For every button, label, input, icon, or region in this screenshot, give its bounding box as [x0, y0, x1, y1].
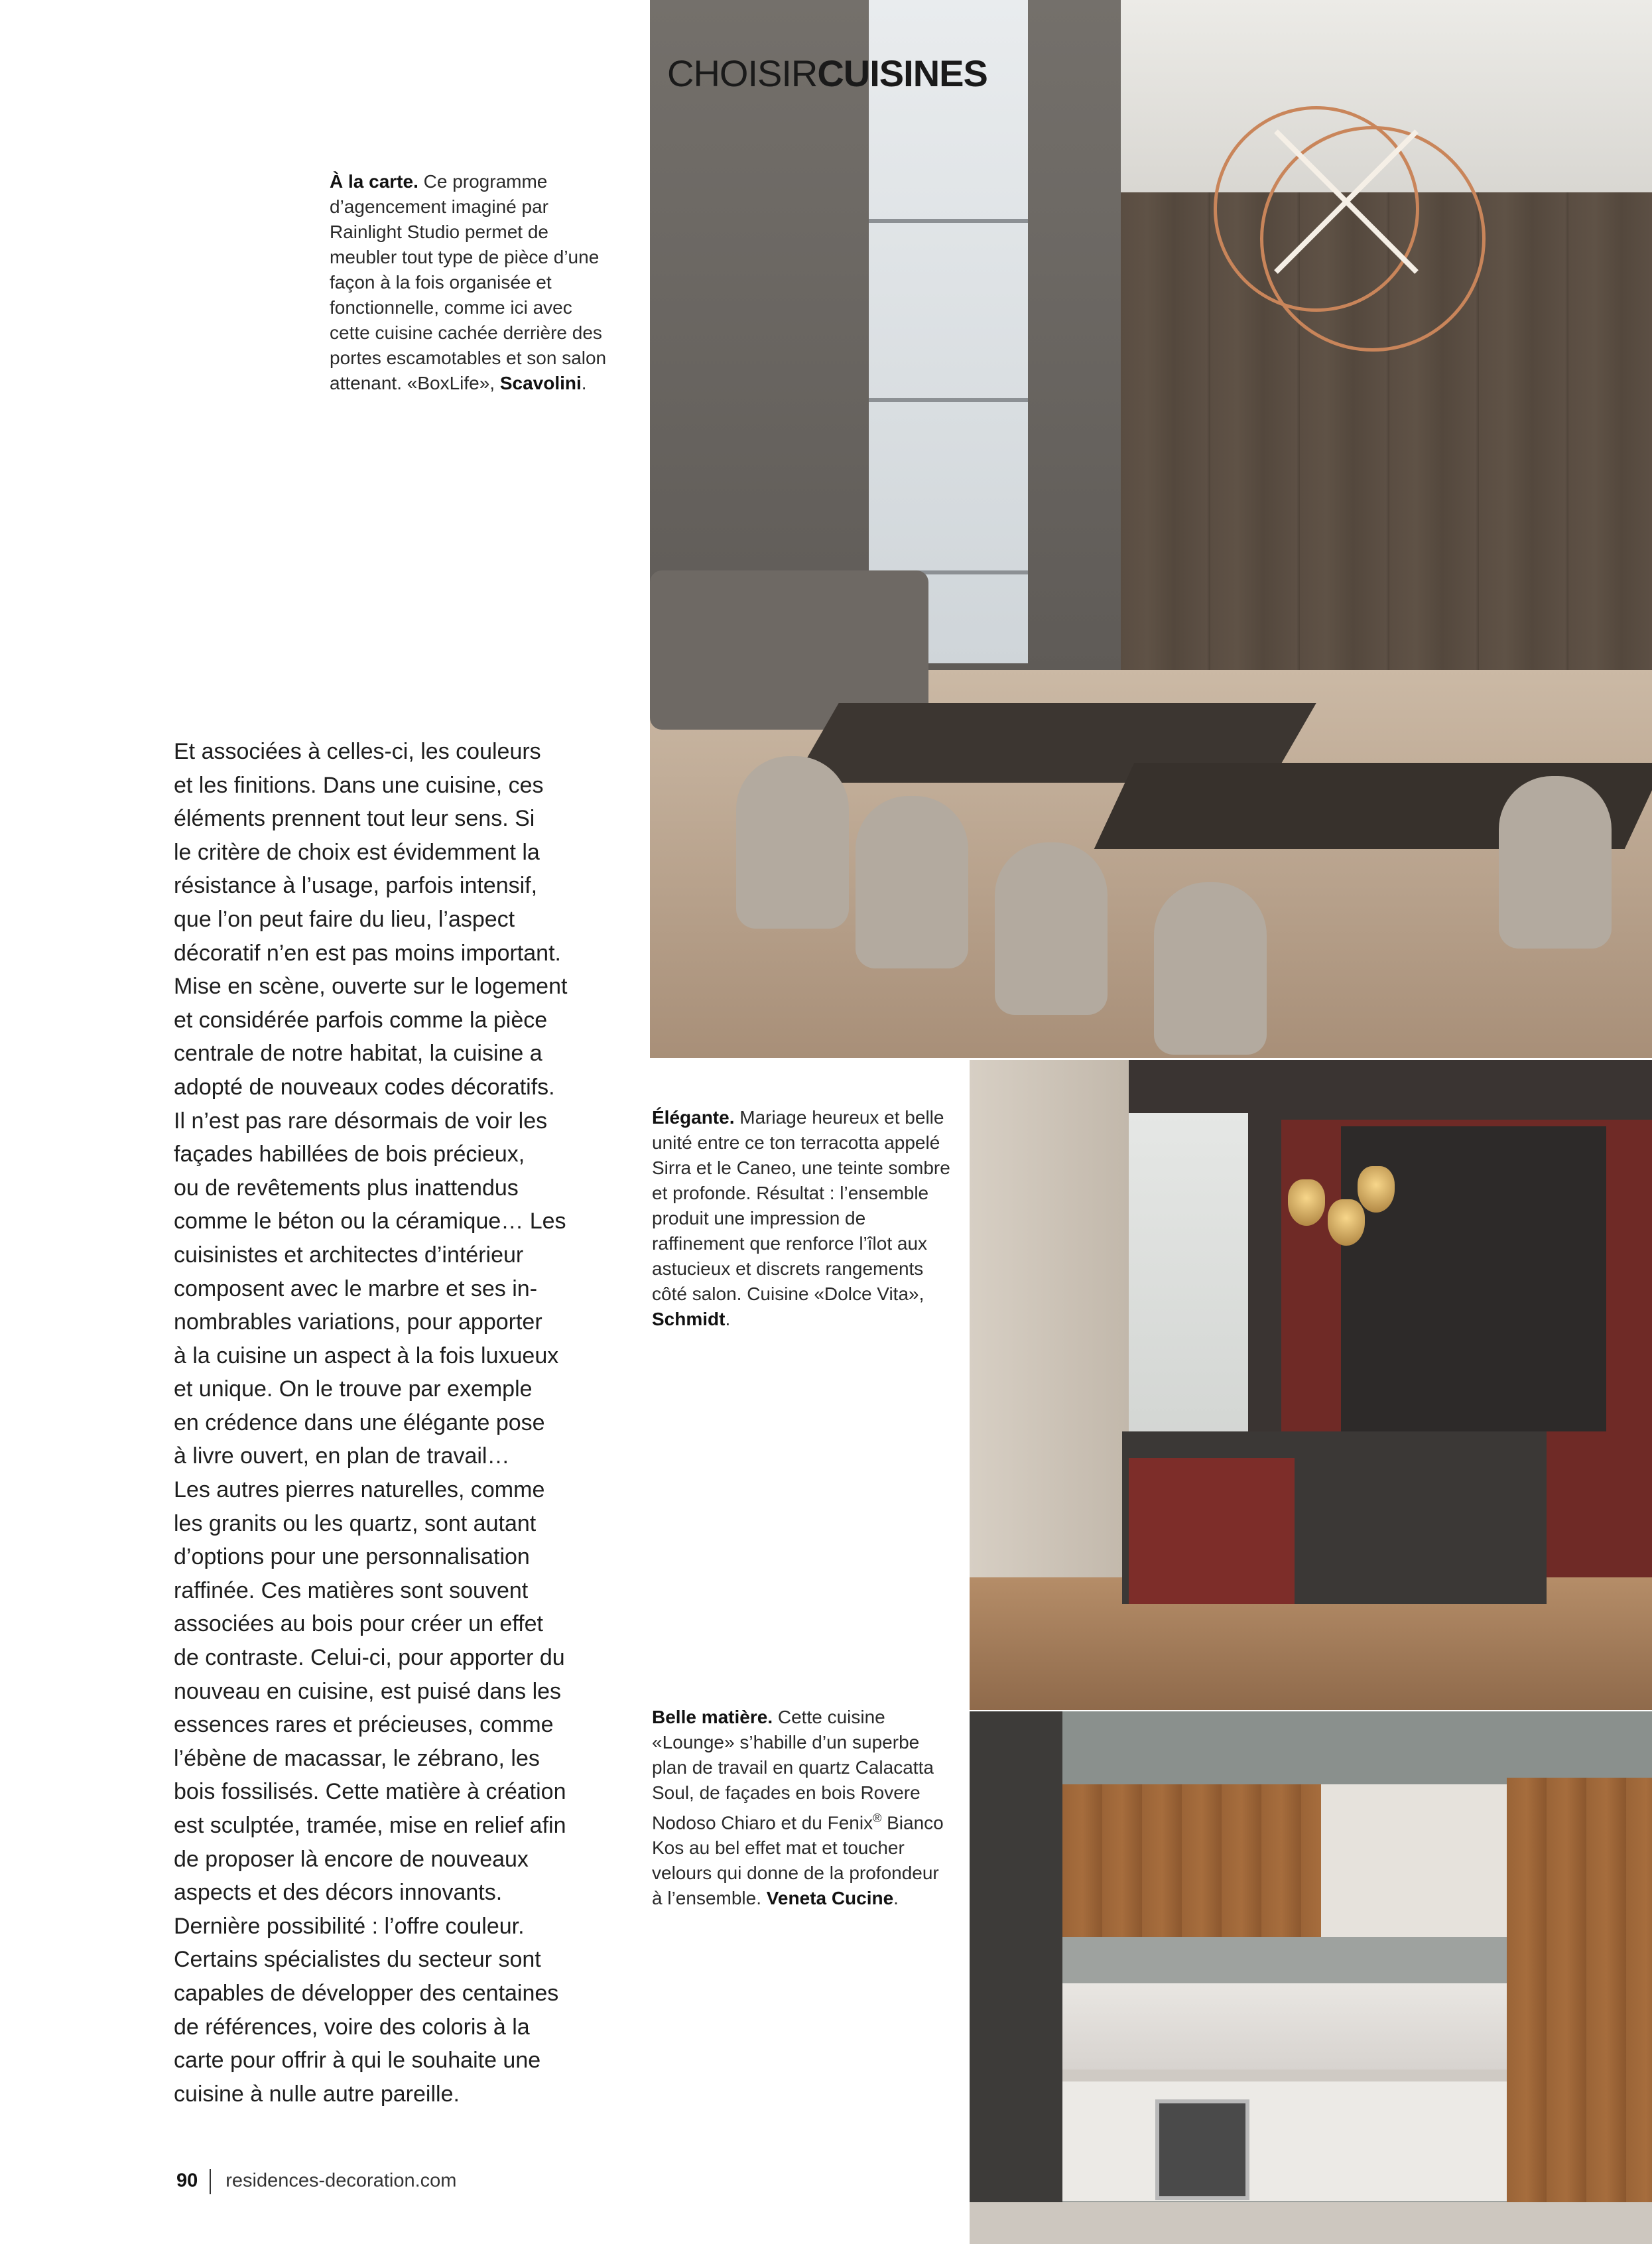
article-body	[174, 735, 631, 2111]
body-line: essences rares et précieuses, comme	[174, 1712, 554, 1738]
body-line: et considérée parfois comme la pièce	[174, 1007, 548, 1033]
caption-brand: Veneta Cucine	[766, 1888, 894, 1909]
body-line: les granits ou les quartz, sont autant	[174, 1510, 537, 1536]
body-line: est sculptée, tramée, mise en relief afin	[174, 1813, 566, 1838]
body-line: bois fossilisés. Cette matière à création	[174, 1779, 566, 1805]
body-line: Mise en scène, ouverte sur le logement	[174, 974, 568, 1000]
section-header	[667, 52, 987, 95]
caption-belle-matiere	[652, 1705, 950, 1911]
caption-brand: Scavolini	[499, 373, 582, 393]
photo-dining-room	[650, 0, 1652, 1058]
caption-title: Belle matière.	[652, 1707, 773, 1727]
body-line: que l’on peut faire du lieu, l’aspect	[174, 906, 515, 932]
body-line: de contraste. Celui-ci, pour apporter du	[174, 1645, 565, 1671]
body-line: cuisine à nulle autre pareille.	[174, 2081, 460, 2107]
body-line: nombrables variations, pour apporter	[174, 1309, 542, 1335]
body-line: associées au bois pour créer un effet	[174, 1611, 543, 1637]
caption-end: .	[893, 1888, 899, 1909]
caption-brand: Schmidt	[652, 1309, 726, 1329]
body-line: centrale de notre habitat, la cuisine a	[174, 1041, 542, 1067]
caption-text: Mariage heureux et belle unité entre ce ton terracotta appelé Sirra et le Caneo, une teinte sombre et profonde. Résultat : l’ensemble produit une impression de raffinement que renforce l’îlot aux astucieux et discrets rangements côté salon. Cuisine «Dolce Vita»,	[652, 1107, 950, 1304]
body-line: à la cuisine un aspect à la fois luxueux	[174, 1343, 559, 1368]
body-line: carte pour offrir à qui le souhaite une	[174, 2048, 541, 2074]
page-footer	[176, 2169, 456, 2194]
caption-text: Cette cuisine «Lounge» s’habille d’un superbe plan de travail en quartz Calacatta Soul, de façades en bois Rovere Nodoso Chiaro et du Fenix	[652, 1707, 934, 1833]
body-line: en crédence dans une élégante pose	[174, 1410, 545, 1435]
body-line: et unique. On le trouve par exemple	[174, 1376, 533, 1402]
body-line: comme le béton ou la céramique… Les	[174, 1209, 566, 1234]
body-line: nouveau en cuisine, est puisé dans les	[174, 1678, 562, 1704]
photo-wood-kitchen	[970, 1711, 1652, 2244]
body-line: façades habillées de bois précieux,	[174, 1142, 525, 1167]
registered-mark: ®	[873, 1812, 882, 1825]
section-header-light: CHOISIR	[667, 52, 818, 94]
body-line: Les autres pierres naturelles, comme	[174, 1477, 545, 1503]
caption-a-la-carte	[330, 169, 608, 396]
body-line: aspects et des décors innovants.	[174, 1880, 503, 1906]
body-line: composent avec le marbre et ses in-	[174, 1276, 538, 1301]
body-line: le critère de choix est évidemment la	[174, 839, 540, 865]
website-suffix: .com	[414, 2170, 457, 2192]
body-line: résistance à l’usage, parfois intensif,	[174, 873, 538, 899]
body-line: de proposer là encore de nouveaux	[174, 1846, 529, 1872]
body-line: et les finitions. Dans une cuisine, ces	[174, 772, 544, 798]
body-line: l’ébène de macassar, le zébrano, les	[174, 1745, 540, 1771]
body-line: décoratif n’en est pas moins important.	[174, 940, 561, 966]
body-line: Il n’est pas rare désormais de voir les	[174, 1108, 548, 1134]
body-line: Et associées à celles-ci, les couleurs	[174, 739, 541, 764]
caption-elegante	[652, 1105, 950, 1332]
page-number: 90	[176, 2170, 198, 2192]
body-line: cuisinistes et architectes d’intérieur	[174, 1242, 524, 1268]
body-line: à livre ouvert, en plan de travail…	[174, 1443, 510, 1469]
caption-text-continued: Bianco Kos au bel effet mat et toucher velours qui donne de la profondeur à l’ensemble.	[652, 1812, 944, 1909]
body-line: capables de développer des centaines	[174, 1980, 559, 2006]
footer-divider	[210, 2169, 211, 2194]
body-line: d’options pour une personnalisation	[174, 1544, 530, 1570]
caption-title: À la carte.	[330, 171, 418, 192]
body-line: éléments prennent tout leur sens. Si	[174, 806, 535, 832]
caption-title: Élégante.	[652, 1107, 735, 1128]
body-line: adopté de nouveaux codes décoratifs.	[174, 1074, 555, 1100]
body-line: ou de revêtements plus inattendus	[174, 1175, 519, 1201]
section-header-bold: CUISINES	[817, 52, 987, 94]
caption-end: .	[725, 1309, 731, 1329]
website-name: residences-decoration	[225, 2170, 415, 2192]
body-line: raffinée. Ces matières sont souvent	[174, 1577, 529, 1603]
body-line: Certains spécialistes du secteur sont	[174, 1947, 541, 1973]
body-line: de références, voire des coloris à la	[174, 2014, 530, 2040]
body-line: Dernière possibilité : l’offre couleur.	[174, 1913, 525, 1939]
caption-end: .	[581, 373, 587, 393]
caption-text: Ce programme d’agencement imaginé par Rainlight Studio permet de meubler tout type de pièce d’une façon à la fois organisée et fonctionnelle, comme ici avec cette cuisine cachée derrière des portes escamotables et son salon attenant. «BoxLife»,	[330, 171, 607, 393]
photo-red-kitchen	[970, 1060, 1652, 1710]
